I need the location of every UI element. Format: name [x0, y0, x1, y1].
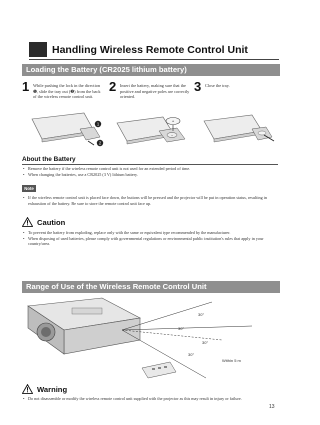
battery-icon [166, 118, 180, 125]
callout-2-icon [97, 140, 103, 146]
remote-body [204, 115, 262, 142]
list-item: • When disposing of used batteries, please comply with governmental regulations or environmental public institution's rules that apply in your country/area. [22, 236, 280, 247]
step-1 [22, 81, 104, 153]
step-text: Close the tray. [205, 83, 230, 88]
step-text: While pushing the lock in the direction ❶, slide the tray out (❷) from the back of the wireless remote control unit. [33, 83, 101, 100]
warning-heading [22, 384, 67, 394]
battery-tray [80, 127, 100, 140]
title-block-decoration [29, 42, 47, 57]
caution-triangle-icon [22, 217, 33, 227]
range-lines [122, 302, 252, 378]
step-number: 2 [109, 79, 117, 94]
warning-label: Warning [37, 384, 68, 394]
step-3 [194, 81, 276, 153]
list-item: • Remove the battery if the wireless remote control unit is not used for an extended period of time. [22, 166, 280, 172]
page-title-text: Handling Wireless Remote Control Unit [52, 43, 248, 56]
caution-label: Caution [37, 217, 66, 227]
tray-battery-slot-icon [167, 133, 177, 138]
battery-section-heading: Loading the Battery (CR2025 lithium battery) [22, 64, 280, 76]
angle-label: 30° [198, 312, 205, 317]
caution-list [22, 230, 280, 247]
battery-plus-label: + [171, 118, 175, 124]
list-item: • To prevent the battery from exploding, replace only with the same or equivalent type recommended by the manufacturer. [22, 230, 280, 236]
warning-list [22, 396, 280, 402]
about-battery-rule [22, 164, 278, 165]
battery-minus-label: − [170, 133, 174, 138]
step-number: 3 [194, 79, 202, 94]
page-number: 13 [269, 404, 275, 410]
list-item: • Do not disassemble or modify the wireless remote control unit supplied with the projector as this may result in injury or failure. [22, 396, 280, 402]
title-rule [29, 59, 279, 60]
about-battery-heading: About the Battery [22, 156, 76, 163]
battery-insert-illustration [115, 111, 193, 149]
range-section-heading: Range of Use of the Wireless Remote Control Unit [22, 281, 280, 293]
step-number: 1 [22, 79, 30, 94]
svg-text:1: 1 [96, 121, 100, 127]
distance-label: Within 5 m [222, 358, 241, 363]
step-2 [109, 81, 191, 153]
angle-label: 30° [178, 326, 185, 331]
about-battery-list [22, 166, 280, 177]
caution-heading [22, 217, 65, 227]
note-list [22, 195, 280, 206]
note-badge: Note [22, 185, 36, 192]
angle-label: 30° [188, 352, 195, 357]
warning-triangle-icon [22, 384, 33, 394]
step-text: Insert the battery, making sure that the positive and negative poles are correctly oriented. [120, 83, 190, 100]
slide-arrow-icon [88, 141, 94, 145]
angle-label: 30° [202, 340, 209, 345]
callout-1-icon [95, 121, 101, 127]
svg-text:2: 2 [98, 140, 102, 146]
remote-tray-open-illustration [28, 111, 106, 149]
projector-illustration [28, 298, 140, 354]
remote-control-illustration [142, 362, 176, 378]
tray-close-illustration [200, 111, 278, 149]
range-of-use-illustration [22, 296, 278, 380]
page-title [29, 42, 279, 57]
list-item: • When changing the batteries, use a CR2025 (3 V) lithium battery. [22, 172, 280, 178]
list-item: • If the wireless remote control unit is placed face down, the buttons will be pressed and the projector will be put in operation status, resulting in exhaustion of the battery. Be sure to store the remote control unit face up. [22, 195, 280, 206]
